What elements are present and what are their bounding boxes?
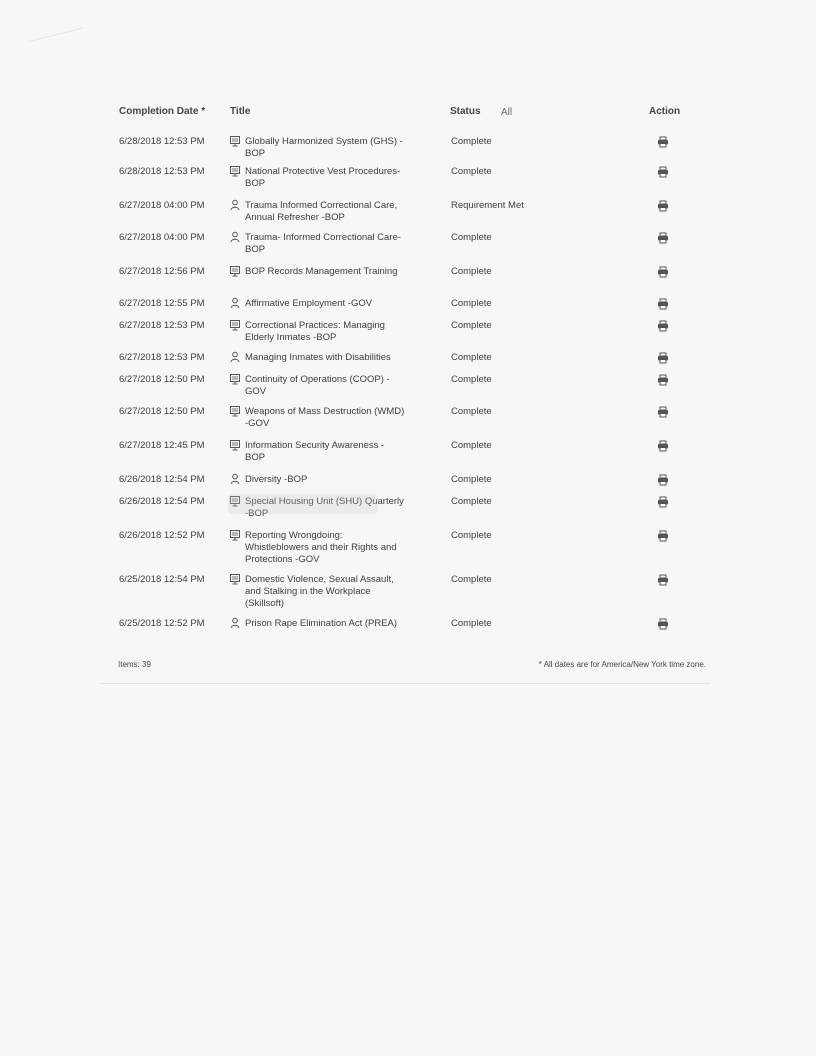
completion-date: 6/27/2018 04:00 PM — [119, 200, 205, 211]
status-text: Complete — [451, 166, 492, 177]
status-text: Complete — [451, 440, 492, 451]
status-text: Complete — [451, 574, 492, 585]
header-action: Action — [649, 106, 681, 117]
timezone-note: * All dates are for America/New York time zone. — [538, 660, 706, 669]
course-title-link[interactable]: Correctional Practices: Managing Elderly Inmates -BOP — [245, 320, 385, 343]
course-title-link[interactable]: Trauma- Informed Correctional Care- BOP — [245, 232, 401, 255]
course-icon — [229, 529, 241, 541]
course-title-link[interactable]: Information Security Awareness - BOP — [245, 440, 385, 463]
course-title-link[interactable]: Diversity -BOP — [245, 474, 308, 485]
person-icon — [229, 231, 241, 243]
status-text: Complete — [451, 474, 492, 485]
completion-date: 6/26/2018 12:52 PM — [119, 530, 205, 541]
completion-date: 6/27/2018 04:00 PM — [119, 232, 205, 243]
table-header — [116, 100, 706, 128]
status-text: Complete — [451, 298, 492, 309]
course-title-link[interactable]: Special Housing Unit (SHU) Quarterly -BOP — [245, 496, 404, 519]
course-icon — [229, 373, 241, 385]
course-title-link[interactable]: Managing Inmates with Disabilities — [245, 352, 391, 363]
print-certificate-icon[interactable] — [657, 232, 669, 244]
print-certificate-icon[interactable] — [657, 374, 669, 386]
status-filter-select[interactable]: All — [501, 107, 513, 118]
status-text: Complete — [451, 136, 492, 147]
status-text: Complete — [451, 618, 492, 629]
course-icon — [229, 439, 241, 451]
print-certificate-icon[interactable] — [657, 200, 669, 212]
course-title-link[interactable]: Continuity of Operations (COOP) - GOV — [245, 374, 390, 397]
completion-date: 6/26/2018 12:54 PM — [119, 496, 205, 507]
status-text: Complete — [451, 530, 492, 541]
completion-date: 6/27/2018 12:53 PM — [119, 352, 205, 363]
items-count: Items: 39 — [118, 660, 151, 669]
status-text: Complete — [451, 266, 492, 277]
course-icon — [229, 405, 241, 417]
completion-date: 6/28/2018 12:53 PM — [119, 166, 205, 177]
print-certificate-icon[interactable] — [657, 406, 669, 418]
completion-date: 6/26/2018 12:54 PM — [119, 474, 205, 485]
course-icon — [229, 319, 241, 331]
completion-date: 6/25/2018 12:52 PM — [119, 618, 205, 629]
course-title-link[interactable]: Reporting Wrongdoing: Whistleblowers and their Rights and Protections -GOV — [245, 530, 397, 565]
print-certificate-icon[interactable] — [657, 574, 669, 586]
person-icon — [229, 351, 241, 363]
header-title[interactable]: Title — [230, 106, 251, 117]
course-title-link[interactable]: Weapons of Mass Destruction (WMD) -GOV — [245, 406, 405, 429]
print-certificate-icon[interactable] — [657, 136, 669, 148]
course-title-link[interactable]: Globally Harmonized System (GHS) -BOP — [245, 136, 403, 159]
print-certificate-icon[interactable] — [657, 352, 669, 364]
print-certificate-icon[interactable] — [657, 266, 669, 278]
print-certificate-icon[interactable] — [657, 530, 669, 542]
completion-date: 6/27/2018 12:50 PM — [119, 374, 205, 385]
person-icon — [229, 617, 241, 629]
scan-smudge — [228, 494, 378, 514]
course-title-link[interactable]: National Protective Vest Procedures- BOP — [245, 166, 401, 189]
print-certificate-icon[interactable] — [657, 440, 669, 452]
status-text: Complete — [451, 352, 492, 363]
completion-date: 6/27/2018 12:56 PM — [119, 266, 205, 277]
course-title-link[interactable]: Trauma Informed Correctional Care, Annual Refresher -BOP — [245, 200, 398, 223]
scan-mark — [28, 28, 87, 62]
status-text: Complete — [451, 374, 492, 385]
completion-date: 6/28/2018 12:53 PM — [119, 136, 205, 147]
status-text: Complete — [451, 406, 492, 417]
print-certificate-icon[interactable] — [657, 474, 669, 486]
completion-table — [116, 100, 706, 629]
status-text: Complete — [451, 496, 492, 507]
course-icon — [229, 573, 241, 585]
print-certificate-icon[interactable] — [657, 320, 669, 332]
divider — [100, 683, 710, 684]
person-icon — [229, 199, 241, 211]
course-icon — [229, 165, 241, 177]
print-certificate-icon[interactable] — [657, 496, 669, 508]
print-certificate-icon[interactable] — [657, 298, 669, 310]
status-text: Complete — [451, 232, 492, 243]
status-text: Complete — [451, 320, 492, 331]
completion-date: 6/27/2018 12:55 PM — [119, 298, 205, 309]
course-title-link[interactable]: BOP Records Management Training — [245, 266, 398, 277]
print-certificate-icon[interactable] — [657, 166, 669, 178]
course-title-link[interactable]: Domestic Violence, Sexual Assault, and Stalking in the Workplace (Skillsoft) — [245, 574, 394, 609]
header-completion-date[interactable]: Completion Date * — [119, 106, 206, 117]
course-title-link[interactable]: Affirmative Employment -GOV — [245, 298, 373, 309]
course-icon — [229, 135, 241, 147]
header-status[interactable]: Status — [450, 106, 481, 117]
print-certificate-icon[interactable] — [657, 618, 669, 630]
course-icon — [229, 265, 241, 277]
completion-date: 6/25/2018 12:54 PM — [119, 574, 205, 585]
completion-date: 6/27/2018 12:53 PM — [119, 320, 205, 331]
person-icon — [229, 473, 241, 485]
person-icon — [229, 297, 241, 309]
status-text: Requirement Met — [451, 200, 524, 211]
completion-date: 6/27/2018 12:45 PM — [119, 440, 205, 451]
completion-date: 6/27/2018 12:50 PM — [119, 406, 205, 417]
course-title-link[interactable]: Prison Rape Elimination Act (PREA) — [245, 618, 398, 629]
